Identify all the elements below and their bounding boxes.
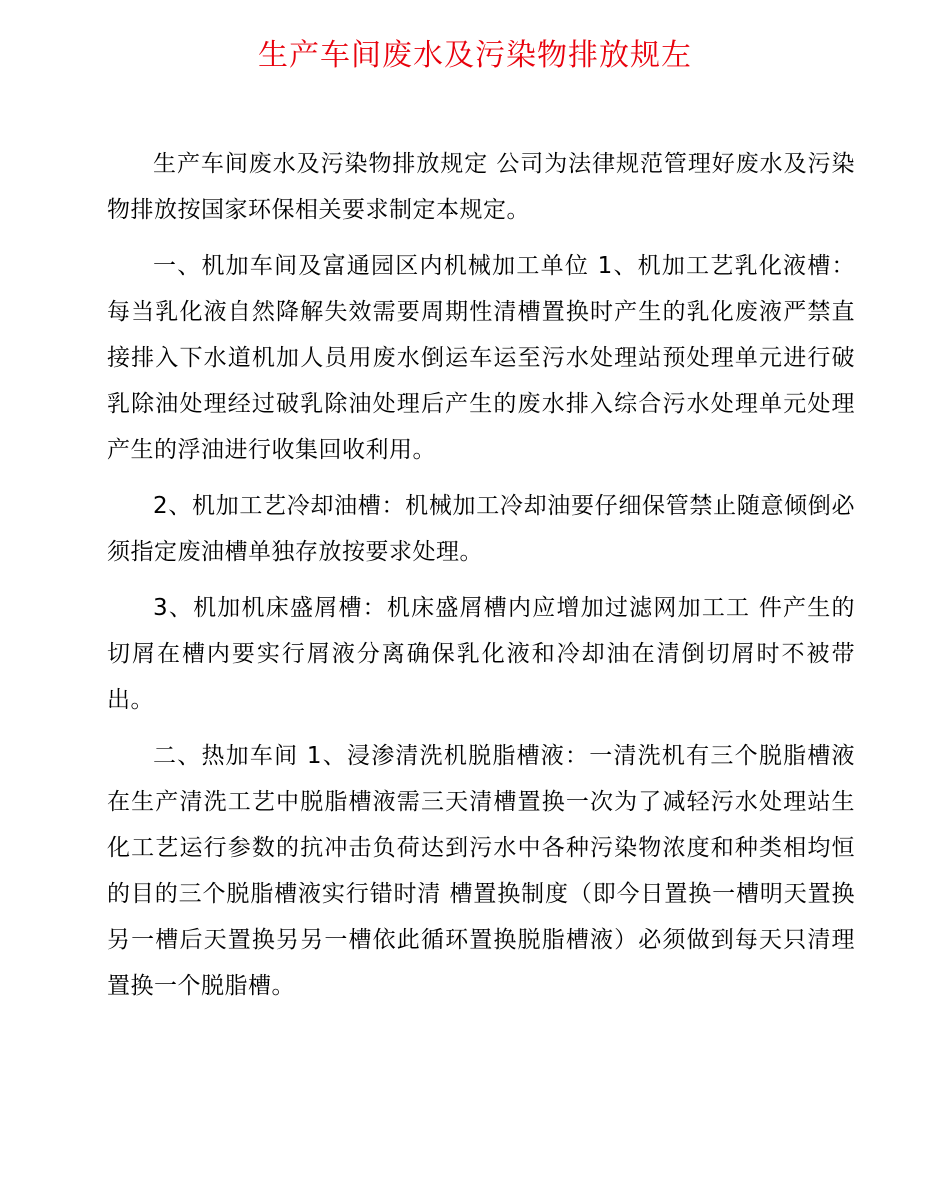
document-title: 生产车间废水及污染物排放规左 — [258, 38, 692, 73]
paragraph-machining-section: 一、机加车间及富通园区内机械加工单位 1、机加工艺乳化液槽：每当乳化液自然降解失效需要周期性清槽置换时产生的乳化废液严禁直接排入下水道机加人员用废水倒运车运至污水处理站预处理单元进行破乳除油处理经过破乳除油处理后产生的废水排入综合污水处理单元处理产生的浮油进行收集回收利用。 — [107, 253, 855, 463]
paragraph-coolant-tank: 2、机加工艺冷却油槽：机械加工冷却油要仔细保管禁止随意倾倒必须指定废油槽单独存放按要求处理。 — [107, 493, 855, 565]
paragraph-intro: 生产车间废水及污染物排放规定 公司为法律规范管理好废水及污染物排放按国家环保相关要求制定本规定。 — [107, 151, 855, 223]
document-body — [107, 141, 855, 1019]
paragraph-chip-tank: 3、机加机床盛屑槽：机床盛屑槽内应增加过滤网加工工 件产生的切屑在槽内要实行屑液分离确保乳化液和冷却油在清倒切屑时不被带出。 — [107, 595, 855, 713]
paragraph-heat-workshop: 二、热加车间 1、浸渗清洗机脱脂槽液：一清洗机有三个脱脂槽液在生产清洗工艺中脱脂槽液需三天清槽置换一次为了减轻污水处理站生化工艺运行参数的抗冲击负荷达到污水中各种污染物浓度和种类相均恒的目的三个脱脂槽液实行错时清 槽置换制度（即今日置换一槽明天置换另一槽后天置换另另一槽依此循环置换脱脂槽液）必须做到每天只清理置换一个脱脂槽。 — [107, 743, 855, 999]
